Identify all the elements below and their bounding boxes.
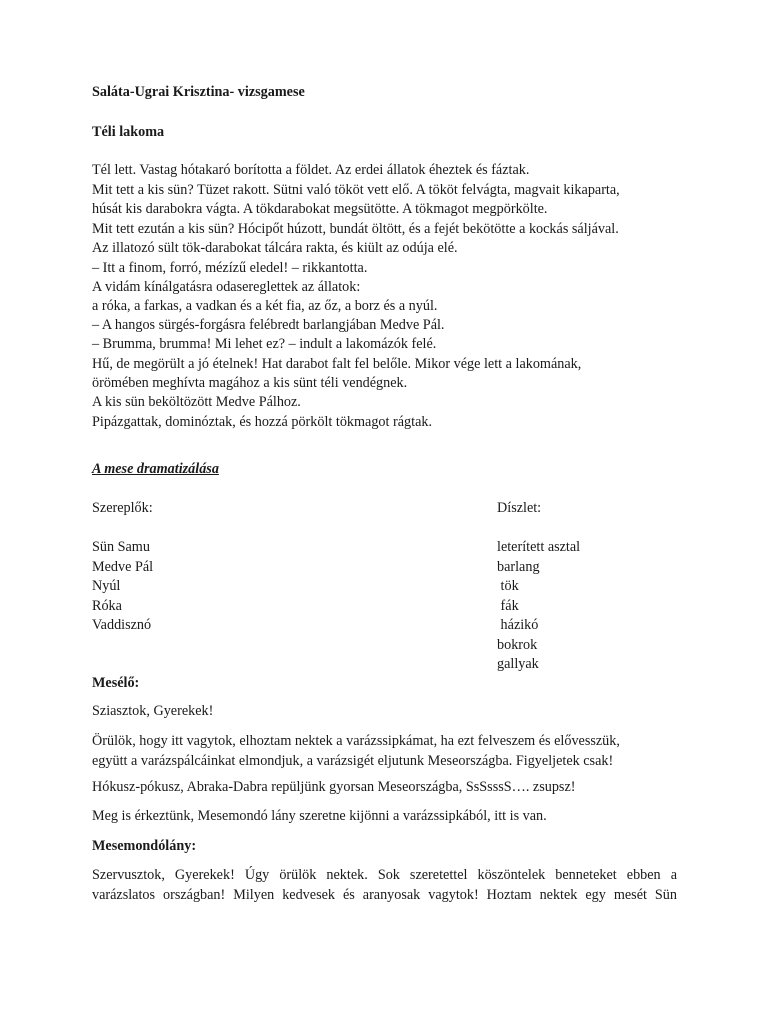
story-line: Mit tett a kis sün? Tüzet rakott. Sütni való tököt vett elő. A tököt felvágta, magvait kikaparta, <box>92 182 620 198</box>
text-line: Szervusztok, Gyerekek! Úgy örülök nektek. Sok szeretettel köszöntelek benneteket ebben a <box>92 867 677 883</box>
scenery-item: bokrok <box>497 636 538 653</box>
cast-list <box>92 499 153 636</box>
story-line: – Itt a finom, forró, mézízű eledel! – rikkantotta. <box>92 260 368 276</box>
scenery-item: leterített asztal <box>497 539 581 555</box>
scenery-item: fák <box>497 597 519 614</box>
storyteller-paragraph <box>92 866 677 905</box>
story-line: örömében meghívta magához a kis sünt téli vendégnek. <box>92 375 408 391</box>
scenery-item: házikó <box>497 617 539 633</box>
spacer <box>497 519 580 539</box>
story-line: Az illatozó sült tök-darabokat tálcára rakta, és kiült az odúja elé. <box>92 240 458 256</box>
story-line: Mit tett ezután a kis sün? Hócipőt húzott, bundát öltött, és a fejét bekötötte a kockás sáljával. <box>92 221 619 237</box>
storyteller-label: Mesemondólány: <box>92 838 197 854</box>
narrator-paragraph <box>92 732 677 771</box>
story-line: – Brumma, brumma! Mi lehet ez? – indult a lakomázók felé. <box>92 336 437 352</box>
spacer <box>92 519 153 539</box>
scenery-item: barlang <box>497 558 540 575</box>
story-line: A vidám kínálgatásra odasereglettek az állatok: <box>92 279 361 295</box>
story-line: a róka, a farkas, a vadkan és a két fia, az őz, a borz és a nyúl. <box>92 298 438 314</box>
cast-heading: Szereplők: <box>92 500 153 516</box>
narrator-label: Mesélő: <box>92 675 140 691</box>
cast-item: Sün Samu <box>92 539 150 555</box>
section-heading: A mese dramatizálása <box>92 461 219 477</box>
cast-item: Medve Pál <box>92 558 154 575</box>
story-line: A kis sün beköltözött Medve Pálhoz. <box>92 394 301 410</box>
text-line: varázslatos országban! Milyen kedvesek és aranyosak vagytok! Hoztam nektek egy mesét Sün <box>92 886 677 903</box>
scenery-list <box>497 499 580 675</box>
cast-item: Vaddisznó <box>92 617 152 633</box>
story-line: – A hangos sürgés-forgásra felébredt barlangjában Medve Pál. <box>92 317 445 333</box>
narrator-paragraph: Meg is érkeztünk, Mesemondó lány szeretne kijönni a varázssipkából, itt is van. <box>92 808 547 824</box>
scenery-item: tök <box>497 578 519 594</box>
story-title: Téli lakoma <box>92 124 165 140</box>
story-line: Hű, de megörült a jó ételnek! Hat darabot falt fel belőle. Mikor vége lett a lakomának, <box>92 356 582 372</box>
scenery-heading: Díszlet: <box>497 500 542 516</box>
text-line: együtt a varázspálcáinkat elmondjuk, a varázsigét eljutunk Meseországba. Figyeljetek csak! <box>92 752 614 769</box>
cast-item: Róka <box>92 597 122 614</box>
narrator-paragraph: Hókusz-pókusz, Abraka-Dabra repüljünk gyorsan Meseországba, SsSsssS…. zsupsz! <box>92 779 576 795</box>
story-line: húsát kis darabokra vágta. A tökdarabokat megsütötte. A tökmagot megpörkölte. <box>92 201 548 217</box>
story-line: Pipázgattak, dominóztak, és hozzá pörkölt tökmagot rágtak. <box>92 414 433 430</box>
scenery-item: gallyak <box>497 656 539 672</box>
document-header: Saláta-Ugrai Krisztina- vizsgamese <box>92 84 305 100</box>
text-line: Örülök, hogy itt vagytok, elhoztam nektek a varázssipkámat, ha ezt felveszem és elővesszük, <box>92 733 620 749</box>
story-line: Tél lett. Vastag hótakaró borította a földet. Az erdei állatok éheztek és fáztak. <box>92 162 530 178</box>
cast-item: Nyúl <box>92 578 121 594</box>
narrator-paragraph: Sziasztok, Gyerekek! <box>92 703 214 719</box>
